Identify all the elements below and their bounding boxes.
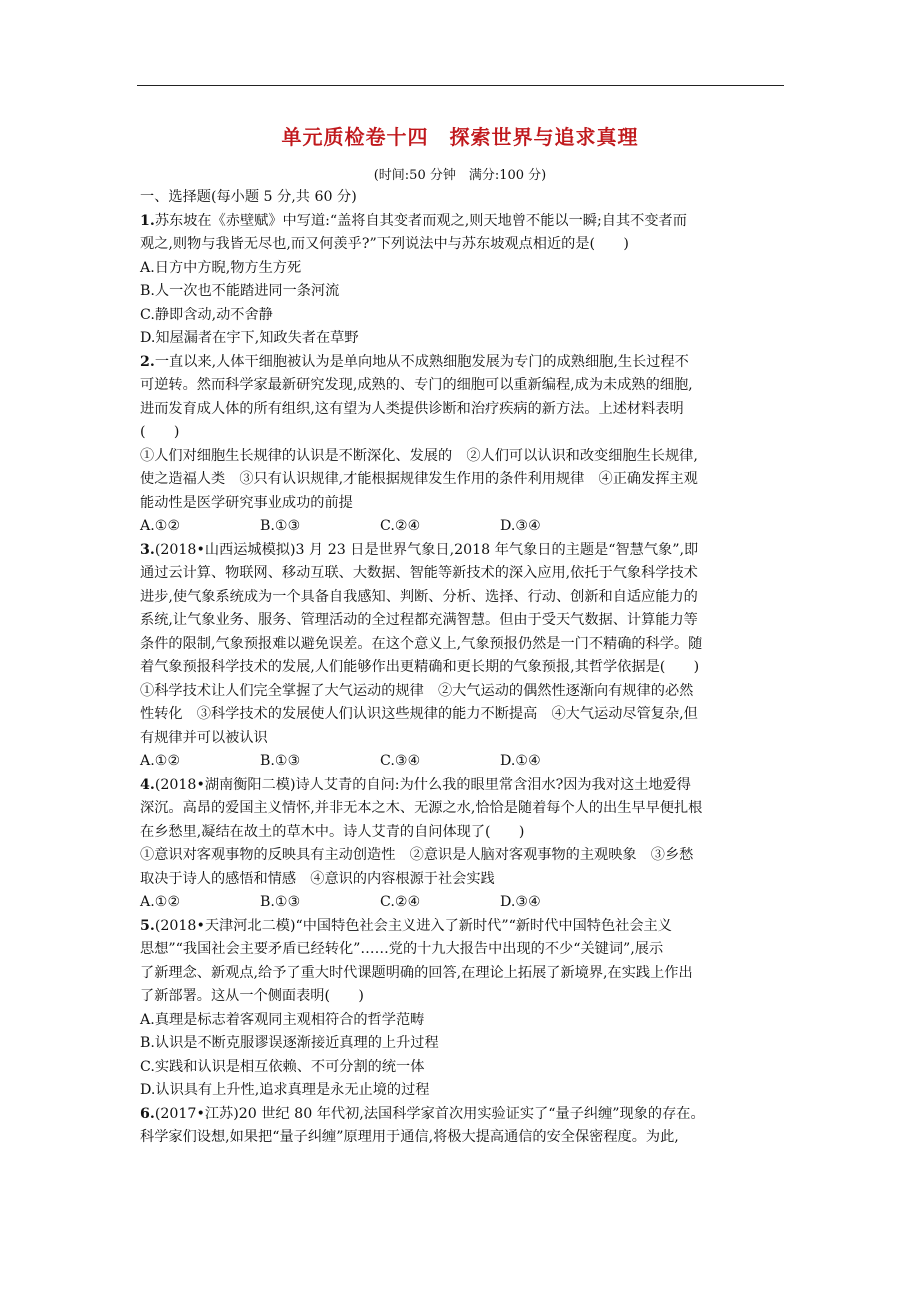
option-d: D.①④ [500,753,541,769]
question-4 [140,774,786,915]
question-stem: 着气象预报科学技术的发展,人们能够作出更精确和更长期的气象预报,其哲学依据是( ) [140,659,700,675]
question-stem: 进步,使气象系统成为一个具备自我感知、判断、分析、选择、行动、创新和自适应能力的 [140,588,698,605]
header-rule [137,85,784,86]
section-heading: 一、选择题(每小题 5 分,共 60 分) [140,189,357,205]
question-stem: 条件的限制,气象预报难以避免误差。在这个意义上,气象预报仍然是一门不精确的科学。随 [140,635,703,652]
question-stem: 系统,让气象业务、服务、管理活动的全过程都充满智慧。但由于受天气数据、计算能力等 [140,612,698,628]
option-c: C.②④ [380,894,421,910]
question-number: 3. [140,541,155,558]
question-3 [140,539,786,774]
statement-items: 取决于诗人的感悟和情感 ④意识的内容根源于社会实践 [140,870,495,887]
question-1 [140,210,786,351]
question-number: 5. [140,917,155,934]
option-d: D.③④ [500,894,541,910]
question-stem: 在乡愁里,凝结在故土的草木中。诗人艾青的自问体现了( ) [140,823,525,840]
statement-items: 有规律并可以被认识 [140,729,268,746]
exam-content [140,186,786,1150]
question-stem: ( ) [140,424,180,440]
option-row [140,750,786,774]
option-b: B.①③ [260,518,301,534]
option-row [140,891,786,915]
option-row [140,515,786,539]
option-b: B.①③ [260,894,301,910]
question-stem: (2017•江苏)20 世纪 80 年代初,法国科学家首次用实验证实了“量子纠缠”现象的存在。 [154,1105,705,1122]
option-a: A.①② [140,894,181,910]
question-stem: 一直以来,人体干细胞被认为是单向地从不成熟细胞发展为专门的成熟细胞,生长过程不 [154,353,689,370]
question-number: 4. [140,776,155,793]
question-stem: 通过云计算、物联网、移动互联、大数据、智能等新技术的深入应用,依托于气象科学技术 [140,565,698,581]
statement-items: ①人们对细胞生长规律的认识是不断深化、发展的 ②人们可以认识和改变细胞生长规律, [140,447,698,464]
statement-items: 使之造福人类 ③只有认识规律,才能根据规律发生作用的条件利用规律 ④正确发挥主观 [140,471,698,487]
option-a: A.真理是标志着客观同主观相符合的哲学范畴 [140,1011,425,1028]
option-a: A.①② [140,518,181,534]
option-c: C.②④ [380,518,421,534]
statement-items: 能动性是医学研究事业成功的前提 [140,494,353,511]
question-5 [140,915,786,1103]
question-2 [140,351,786,539]
option-c: C.③④ [380,753,421,769]
statement-items: 性转化 ③科学技术的发展使人们认识这些规律的能力不断提高 ④大气运动尽管复杂,但 [140,706,698,722]
question-stem: 思想”“我国社会主要矛盾已经转化”……党的十九大报告中出现的不少“关键词”,展示 [140,941,664,957]
question-stem: 苏东坡在《赤壁赋》中写道:“盖将自其变者而观之,则天地曾不能以一瞬;自其不变者而 [154,212,687,229]
question-stem: 了新理念、新观点,给予了重大时代课题明确的回答,在理论上拓展了新境界,在实践上作出 [140,964,693,981]
option-d: D.认识具有上升性,追求真理是永无止境的过程 [140,1082,430,1098]
option-c: C.静即含动,动不舍静 [140,306,273,323]
question-stem: 了新部署。这从一个侧面表明( ) [140,988,364,1004]
statement-items: ①科学技术让人们完全掌握了大气运动的规律 ②大气运动的偶然性逐渐向有规律的必然 [140,682,694,699]
question-stem: 观之,则物与我皆无尽也,而又何羡乎?”下列说法中与苏东坡观点相近的是( ) [140,236,629,252]
option-b: B.①③ [260,753,301,769]
option-c: C.实践和认识是相互依赖、不可分割的统一体 [140,1058,425,1075]
time-score-info: (时间:50 分钟 满分:100 分) [373,168,547,183]
question-6 [140,1103,786,1150]
question-number: 6. [140,1105,155,1122]
question-stem: 深沉。高昂的爱国主义情怀,并非无本之木、无源之水,恰恰是随着每个人的出生早早便扎根 [140,800,703,816]
option-a: A.日方中方睨,物方生方死 [140,259,302,276]
option-d: D.知屋漏者在宇下,知政失者在草野 [140,330,359,346]
option-b: B.认识是不断克服谬误逐渐接近真理的上升过程 [140,1035,439,1051]
question-stem: 科学家们设想,如果把“量子纠缠”原理用于通信,将极大提高通信的安全保密程度。为此, [140,1129,679,1145]
page-title: 单元质检卷十四 探索世界与追求真理 [281,125,639,149]
statement-items: ①意识对客观事物的反映具有主动创造性 ②意识是人脑对客观事物的主观映象 ③乡愁 [140,847,694,863]
option-b: B.人一次也不能踏进同一条河流 [140,283,340,299]
option-d: D.③④ [500,518,541,534]
question-stem: 进而发育成人体的所有组织,这有望为人类提供诊断和治疗疾病的新方法。上述材料表明 [140,400,684,417]
question-stem: (2018•天津河北二模)“中国特色社会主义进入了新时代”“新时代中国特色社会主义 [154,917,672,934]
question-stem: 可逆转。然而科学家最新研究发现,成熟的、专门的细胞可以重新编程,成为未成熟的细胞, [140,377,693,393]
question-stem: (2018•山西运城模拟)3 月 23 日是世界气象日,2018 年气象日的主题是“智慧气象”,即 [154,541,699,558]
question-stem: (2018•湖南衡阳二模)诗人艾青的自问:为什么我的眼里常含泪水?因为我对这土地爱得 [154,776,691,793]
option-a: A.①② [140,753,181,769]
question-number: 1. [140,212,155,229]
question-number: 2. [140,353,155,370]
